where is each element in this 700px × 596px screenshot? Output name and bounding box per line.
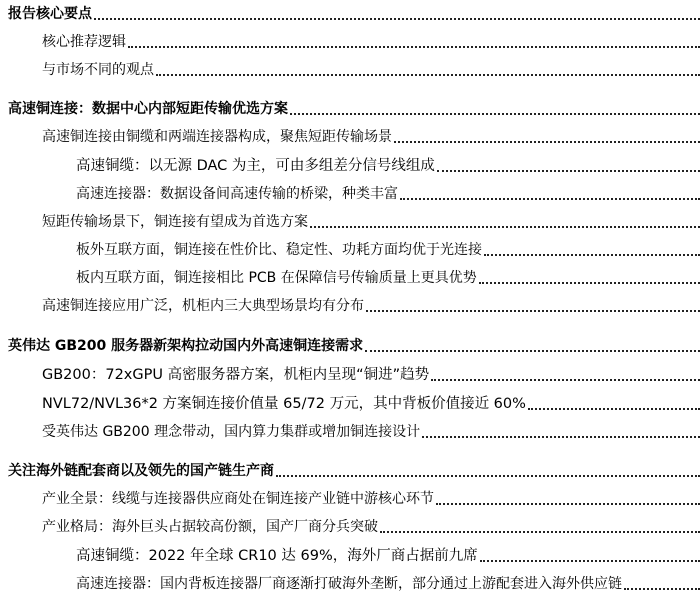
- toc-entry[interactable]: [0, 485, 700, 511]
- toc-entry[interactable]: [0, 95, 700, 121]
- toc-entry-text[interactable]: 高速铜缆：以无源 DAC 为主，可由多组差分信号线组成: [76, 156, 435, 178]
- toc-entry[interactable]: [0, 152, 700, 178]
- toc-entry-text[interactable]: 受英伟达 GB200 理念带动，国内算力集群或增加铜连接设计: [42, 422, 420, 444]
- dot-leader: [380, 531, 700, 533]
- toc-entry-text[interactable]: NVL72/NVL36*2 方案铜连接价值量 65/72 万元，其中背板价值接近 60%: [42, 394, 526, 416]
- dot-leader: [484, 254, 700, 256]
- toc-entry-text[interactable]: 短距传输场景下，铜连接有望成为首选方案: [42, 212, 308, 234]
- toc-entry[interactable]: [0, 208, 700, 234]
- dot-leader: [436, 503, 700, 505]
- dot-leader: [276, 475, 700, 477]
- dot-leader: [156, 74, 700, 76]
- dot-leader: [310, 226, 700, 228]
- toc-entry-text[interactable]: GB200：72xGPU 高密服务器方案，机柜内呈现“铜进”趋势: [42, 365, 429, 387]
- toc-entry[interactable]: [0, 513, 700, 539]
- toc-entry-text[interactable]: 报告核心要点: [8, 4, 92, 26]
- toc-entry[interactable]: [0, 457, 700, 483]
- toc-entry[interactable]: [0, 236, 700, 262]
- dot-leader: [480, 560, 700, 562]
- toc-entry-text[interactable]: 高速连接器：国内背板连接器厂商逐渐打破海外垄断，部分通过上游配套进入海外供应链: [76, 574, 622, 596]
- toc-entry-text[interactable]: 高速铜连接应用广泛，机柜内三大典型场景均有分布: [42, 296, 364, 318]
- toc-entry-text[interactable]: 产业全景：线缆与连接器供应商处在铜连接产业链中游核心环节: [42, 489, 434, 511]
- dot-leader: [528, 408, 700, 410]
- dot-leader: [365, 350, 700, 352]
- dot-leader: [128, 46, 700, 48]
- dot-leader: [94, 18, 700, 20]
- toc-entry-text[interactable]: 板外互联方面，铜连接在性价比、稳定性、功耗方面均优于光连接: [76, 240, 482, 262]
- toc-entry[interactable]: [0, 56, 700, 82]
- toc-entry[interactable]: [0, 292, 700, 318]
- toc-entry[interactable]: [0, 390, 700, 416]
- toc-entry[interactable]: [0, 418, 700, 444]
- toc-entry[interactable]: [0, 0, 700, 26]
- toc-entry-text[interactable]: 核心推荐逻辑: [42, 32, 126, 54]
- toc-entry[interactable]: [0, 542, 700, 568]
- dot-leader: [400, 198, 700, 200]
- dot-leader: [422, 436, 700, 438]
- dot-leader: [394, 141, 700, 143]
- toc-entry-text[interactable]: 高速铜连接由铜缆和两端连接器构成，聚焦短距传输场景: [42, 127, 392, 149]
- toc-entry[interactable]: [0, 264, 700, 290]
- dot-leader: [479, 282, 700, 284]
- toc-entry-text[interactable]: 与市场不同的观点: [42, 60, 154, 82]
- dot-leader: [431, 379, 700, 381]
- toc-entry-text[interactable]: 高速铜连接：数据中心内部短距传输优选方案: [8, 99, 288, 121]
- toc-entry[interactable]: [0, 123, 700, 149]
- toc-entry[interactable]: [0, 28, 700, 54]
- toc-entry[interactable]: [0, 332, 700, 358]
- dot-leader: [437, 170, 700, 172]
- toc-entry-text[interactable]: 高速铜缆：2022 年全球 CR10 达 69%，海外厂商占据前九席: [76, 546, 478, 568]
- dot-leader: [290, 113, 700, 115]
- toc-entry-text[interactable]: 英伟达 GB200 服务器新架构拉动国内外高速铜连接需求: [8, 336, 363, 358]
- dot-leader: [624, 588, 700, 590]
- toc-entry-text[interactable]: 关注海外链配套商以及领先的国产链生产商: [8, 461, 274, 483]
- dot-leader: [366, 310, 700, 312]
- toc-entry-text[interactable]: 板内互联方面，铜连接相比 PCB 在保障信号传输质量上更具优势: [76, 268, 477, 290]
- toc-entry[interactable]: [0, 570, 700, 596]
- toc-entry-text[interactable]: 产业格局：海外巨头占据较高份额，国产厂商分兵突破: [42, 517, 378, 539]
- toc-entry-text[interactable]: 高速连接器：数据设备间高速传输的桥梁，种类丰富: [76, 184, 398, 206]
- toc-entry[interactable]: [0, 361, 700, 387]
- toc-entry[interactable]: [0, 180, 700, 206]
